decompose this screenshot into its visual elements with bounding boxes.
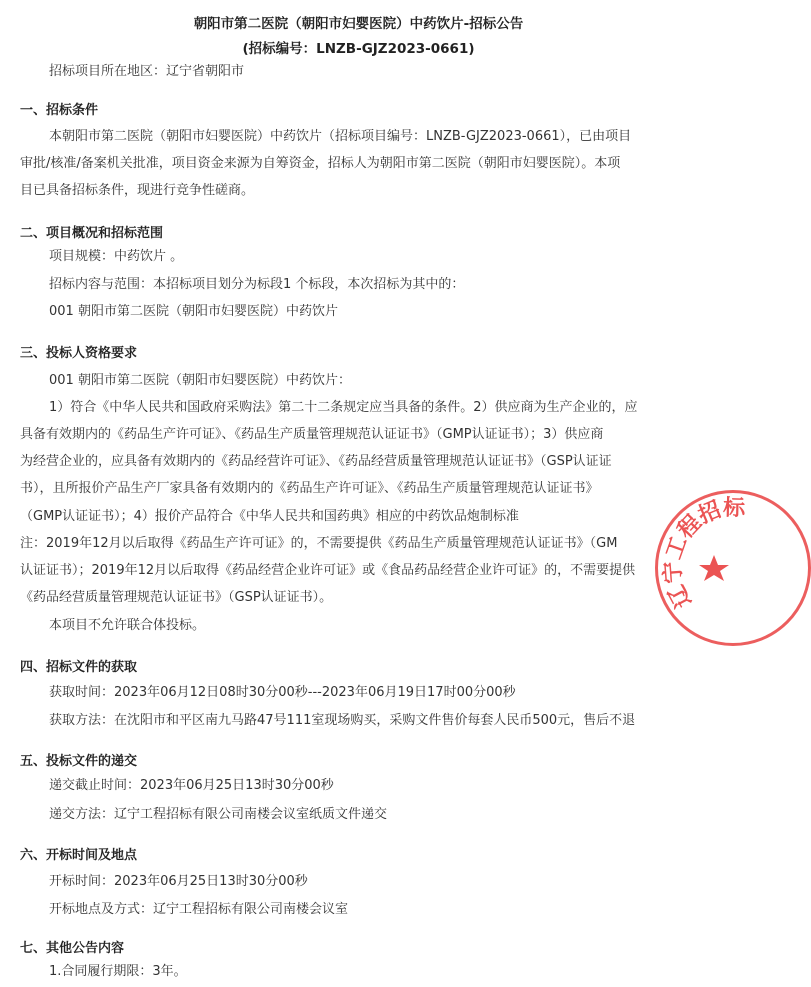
paragraph-line: 开标地点及方式：辽宁工程招标有限公司南楼会议室 (49, 902, 349, 917)
paragraph-line: 《药品经营质量管理规范认证证书》（GSP认证证书）。 (20, 590, 333, 605)
seal-star-icon (699, 555, 729, 581)
paragraph-line: 获取时间：2023年06月12日08时30分00秒---2023年06月19日17时00分00秒 (49, 685, 516, 700)
paragraph-line: 获取方法：在沈阳市和平区南九马路47号111室现场购买，采购文件售价每套人民币500元，售后不退 (49, 713, 636, 728)
paragraph-line: 本朝阳市第二医院（朝阳市妇婴医院）中药饮片（招标项目编号：LNZB-GJZ2023-0661），已由项目 (49, 129, 632, 144)
paragraph-line: 注：2019年12月以后取得《药品生产许可证》的，不需要提供《药品生产质量管理规范认证证书》（GM (20, 536, 618, 551)
paragraph-line: 目已具备招标条件，现进行竞争性磋商。 (20, 183, 255, 198)
paragraph-line: 项目规模：中药饮片 。 (49, 249, 184, 264)
seal-text: 辽宁工程招标 (660, 495, 746, 612)
paragraph-line: 1.合同履行期限：3年。 (49, 964, 187, 979)
document-title: 朝阳市第二医院（朝阳市妇婴医院）中药饮片-招标公告 (193, 16, 524, 32)
section-heading-obtain-docs: 四、招标文件的获取 (20, 660, 138, 675)
paragraph-line: 具备有效期内的《药品生产许可证》、《药品生产质量管理规范认证证书》（GMP认证证书）；3）供应商 (20, 427, 604, 442)
project-region: 招标项目所在地区：辽宁省朝阳市 (49, 64, 245, 79)
section-heading-other: 七、其他公告内容 (20, 941, 125, 956)
paragraph-line: 为经营企业的，应具备有效期内的《药品经营许可证》、《药品经营质量管理规范认证证书》（GSP认证证 (20, 454, 612, 469)
paragraph-line: 001 朝阳市第二医院（朝阳市妇婴医院）中药饮片： (49, 373, 351, 388)
seal-graphic (658, 493, 808, 643)
paragraph-line: 认证证书）；2019年12月以后取得《药品经营企业许可证》或《食品药品经营企业许可证》的，不需要提供 (20, 563, 636, 578)
official-seal-stamp (655, 490, 811, 646)
paragraph-line: 递交方法：辽宁工程招标有限公司南楼会议室纸质文件递交 (49, 807, 388, 822)
paragraph-line: 本项目不允许联合体投标。 (49, 618, 206, 633)
paragraph-line: 1）符合《中华人民共和国政府采购法》第二十二条规定应当具备的条件。2）供应商为生产企业的，应 (49, 400, 638, 415)
paragraph-line: 递交截止时间：2023年06月25日13时30分00秒 (49, 778, 334, 793)
paragraph-line: （GMP认证证书）；4）报价产品符合《中华人民共和国药典》相应的中药饮品炮制标准 (20, 509, 519, 524)
paragraph-line: 开标时间：2023年06月25日13时30分00秒 (49, 874, 308, 889)
section-heading-conditions: 一、招标条件 (20, 103, 99, 118)
paragraph-line: 书），且所报价产品生产厂家具备有效期内的《药品生产许可证》、《药品生产质量管理规范认证证书》 (20, 481, 599, 496)
section-heading-submission: 五、投标文件的递交 (20, 754, 138, 769)
paragraph-line: 审批/核准/备案机关批准，项目资金来源为自筹资金，招标人为朝阳市第二医院（朝阳市妇婴医院）。本项 (20, 156, 621, 171)
paragraph-line: 001 朝阳市第二医院（朝阳市妇婴医院）中药饮片 (49, 304, 338, 319)
section-heading-opening: 六、开标时间及地点 (20, 848, 138, 863)
section-heading-overview: 二、项目概况和招标范围 (20, 226, 164, 241)
tender-number: (招标编号：LNZB-GJZ2023-0661) (242, 41, 475, 57)
paragraph-line: 招标内容与范围：本招标项目划分为标段1 个标段，本次招标为其中的： (49, 277, 465, 292)
section-heading-qualification: 三、投标人资格要求 (20, 346, 138, 361)
